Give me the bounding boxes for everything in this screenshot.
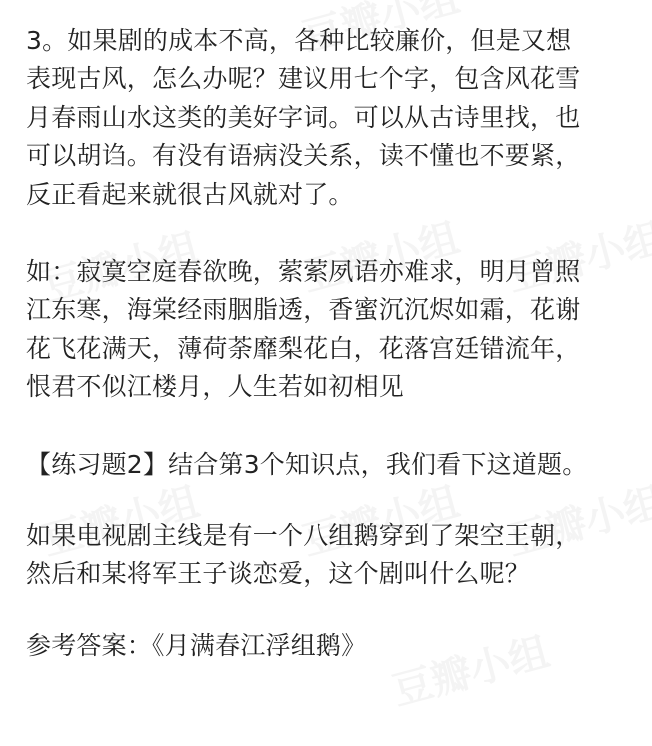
paragraph-question (26, 517, 638, 594)
text-line: 花飞花满天，薄荷荼靡梨花白，花落宫廷错流年， (26, 333, 581, 363)
text-line: 【练习题2】结合第3个知识点，我们看下这道题。 (26, 449, 588, 479)
text-line: 3。如果剧的成本不高，各种比较廉价，但是又想 (26, 26, 572, 55)
text-line: 可以胡诌。有没有语病没关系，读不懂也不要紧， (26, 141, 581, 171)
paragraph-tip-3 (26, 22, 638, 214)
text-line: 如：寂寞空庭春欲晚，萦萦夙语亦难求，明月曾照 (26, 257, 581, 287)
article-body (26, 22, 638, 665)
text-line: 参考答案：《月满春江浮组鹅》 (26, 630, 367, 660)
paragraph-exercise-2 (26, 446, 638, 484)
paragraph-examples (26, 253, 638, 407)
text-line: 反正看起来就很古风就对了。 (26, 179, 354, 209)
text-line: 江东寒，海棠经雨胭脂透，香蜜沉沉烬如霜，花谢 (26, 295, 581, 325)
text-line: 恨君不似江楼月，人生若如初相见 (26, 372, 405, 402)
text-line: 如果电视剧主线是有一个八组鹅穿到了架空王朝， (26, 521, 581, 551)
text-line: 表现古风，怎么办呢？建议用七个字，包含风花雪 (26, 64, 581, 94)
paragraph-answer (26, 627, 638, 665)
text-line: 月春雨山水这类的美好字词。可以从古诗里找，也 (26, 102, 581, 132)
text-line: 然后和某将军王子谈恋爱，这个剧叫什么呢？ (26, 559, 531, 589)
